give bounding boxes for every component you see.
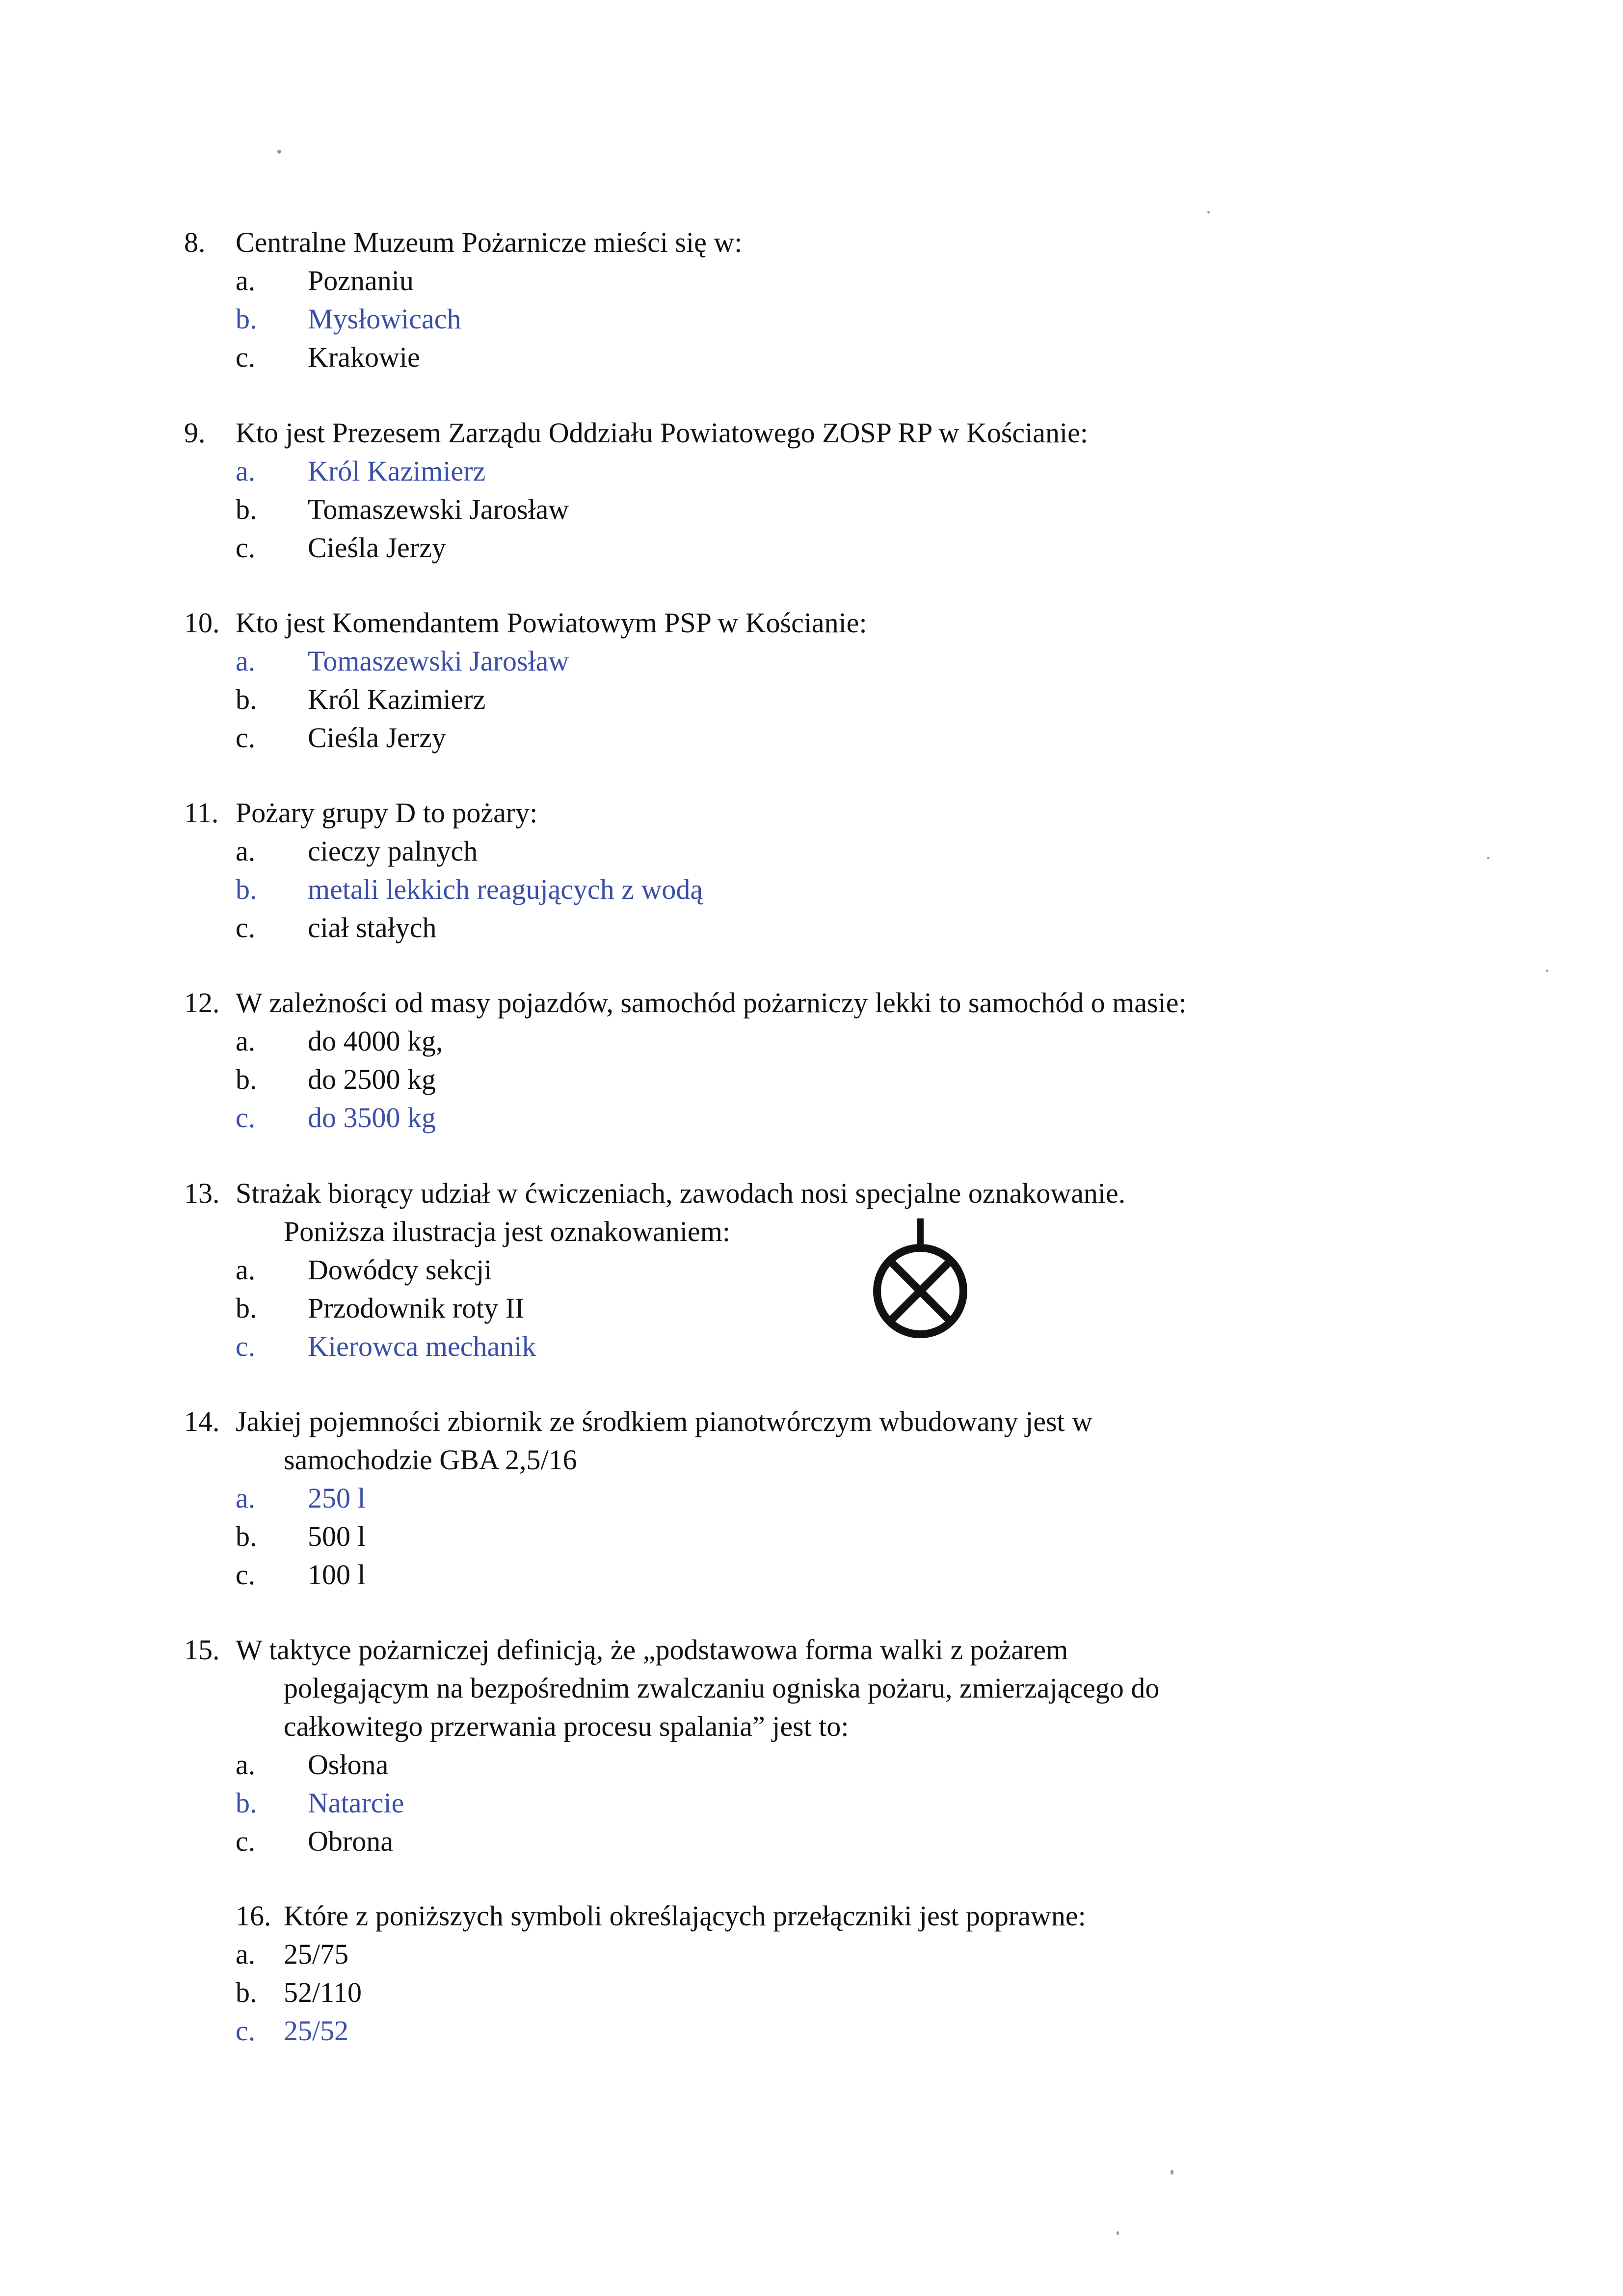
option-letter: b. <box>236 1292 257 1324</box>
option-letter: a. <box>236 1254 256 1286</box>
option-text: 52/110 <box>284 1976 362 2008</box>
option-letter: b. <box>236 1063 257 1095</box>
question-stem-continued: Poniższa ilustracja jest oznakowaniem: <box>284 1216 730 1247</box>
question-stem: Które z poniższych symboli określających przełączniki jest poprawne: <box>284 1900 1086 1932</box>
option-letter: c. <box>236 722 256 754</box>
driver-mechanic-symbol-icon <box>864 1218 977 1346</box>
option-text: do 4000 kg, <box>308 1025 443 1057</box>
option-text: Osłona <box>308 1749 389 1781</box>
option-letter-correct: c. <box>236 2015 256 2047</box>
question-number: 8. <box>184 226 206 258</box>
option-letter-correct: b. <box>236 303 257 335</box>
option-letter: c. <box>236 1559 256 1591</box>
option-text: 500 l <box>308 1520 366 1552</box>
scan-speck <box>277 150 281 154</box>
option-text: cieczy palnych <box>308 835 478 867</box>
question-stem: Strażak biorący udział w ćwiczeniach, zawodach nosi specjalne oznakowanie. <box>236 1177 1126 1209</box>
option-text-correct: metali lekkich reagujących z wodą <box>308 873 703 905</box>
option-text: Krakowie <box>308 341 420 373</box>
option-letter: b. <box>236 1976 257 2008</box>
option-text-correct: 250 l <box>308 1482 366 1514</box>
question-stem: Kto jest Prezesem Zarządu Oddziału Powiatowego ZOSP RP w Kościanie: <box>236 417 1088 449</box>
question-number: 10. <box>184 607 220 639</box>
scan-speck <box>1546 970 1548 972</box>
question-stem: Jakiej pojemności zbiornik ze środkiem pianotwórczym wbudowany jest w <box>236 1405 1093 1437</box>
option-letter: c. <box>236 1825 256 1857</box>
option-letter: a. <box>236 835 256 867</box>
option-text-correct: do 3500 kg <box>308 1102 436 1134</box>
option-text-correct: Mysłowicach <box>308 303 461 335</box>
question-stem: W taktyce pożarniczej definicją, że „podstawowa forma walki z pożarem <box>236 1634 1068 1666</box>
question-number: 11. <box>184 797 219 829</box>
option-text: Tomaszewski Jarosław <box>308 493 569 525</box>
option-text-correct: Natarcie <box>308 1787 404 1819</box>
scan-speck <box>1487 857 1490 859</box>
question-number: 13. <box>184 1177 220 1209</box>
scan-speck <box>1207 211 1210 214</box>
question-stem-continued: polegającym na bezpośrednim zwalczaniu ogniska pożaru, zmierzającego do <box>284 1672 1160 1704</box>
option-text: 100 l <box>308 1559 366 1591</box>
question-number: 14. <box>184 1405 220 1437</box>
option-letter: c. <box>236 532 256 564</box>
option-text: 25/75 <box>284 1938 349 1970</box>
option-text-correct: Król Kazimierz <box>308 455 486 487</box>
option-letter: b. <box>236 1520 257 1552</box>
option-letter: a. <box>236 1025 256 1057</box>
question-stem-continued: samochodzie GBA 2,5/16 <box>284 1444 577 1476</box>
option-text: Poznaniu <box>308 265 414 297</box>
scan-speck <box>1117 2231 1119 2235</box>
option-letter: b. <box>236 493 257 525</box>
option-letter: c. <box>236 341 256 373</box>
question-number: 16. <box>236 1900 271 1932</box>
option-text-correct: Kierowca mechanik <box>308 1330 536 1362</box>
question-stem: Pożary grupy D to pożary: <box>236 797 538 829</box>
option-text: Przodownik roty II <box>308 1292 525 1324</box>
option-letter: c. <box>236 912 256 944</box>
option-letter-correct: b. <box>236 873 257 905</box>
option-text: do 2500 kg <box>308 1063 436 1095</box>
option-letter: a. <box>236 1938 256 1970</box>
question-stem: Kto jest Komendantem Powiatowym PSP w Kościanie: <box>236 607 867 639</box>
option-letter-correct: b. <box>236 1787 257 1819</box>
question-number: 9. <box>184 417 206 449</box>
option-letter: a. <box>236 1749 256 1781</box>
question-number: 15. <box>184 1634 220 1666</box>
option-text: Obrona <box>308 1825 393 1857</box>
option-letter-correct: a. <box>236 1482 256 1514</box>
option-letter-correct: a. <box>236 455 256 487</box>
option-letter: b. <box>236 683 257 715</box>
option-text: Dowódcy sekcji <box>308 1254 492 1286</box>
question-stem: Centralne Muzeum Pożarnicze mieści się w: <box>236 226 743 258</box>
option-letter-correct: c. <box>236 1102 256 1134</box>
scan-speck <box>1171 2170 1173 2175</box>
option-letter-correct: c. <box>236 1330 256 1362</box>
option-text: Król Kazimierz <box>308 683 486 715</box>
question-number: 12. <box>184 987 220 1019</box>
option-text: Cieśla Jerzy <box>308 722 446 754</box>
question-stem: W zależności od masy pojazdów, samochód pożarniczy lekki to samochód o masie: <box>236 987 1187 1019</box>
option-text: ciał stałych <box>308 912 437 944</box>
option-text-correct: 25/52 <box>284 2015 349 2047</box>
option-letter: a. <box>236 265 256 297</box>
question-stem-continued: całkowitego przerwania procesu spalania” jest to: <box>284 1710 849 1742</box>
option-letter-correct: a. <box>236 645 256 677</box>
option-text: Cieśla Jerzy <box>308 532 446 564</box>
option-text-correct: Tomaszewski Jarosław <box>308 645 569 677</box>
